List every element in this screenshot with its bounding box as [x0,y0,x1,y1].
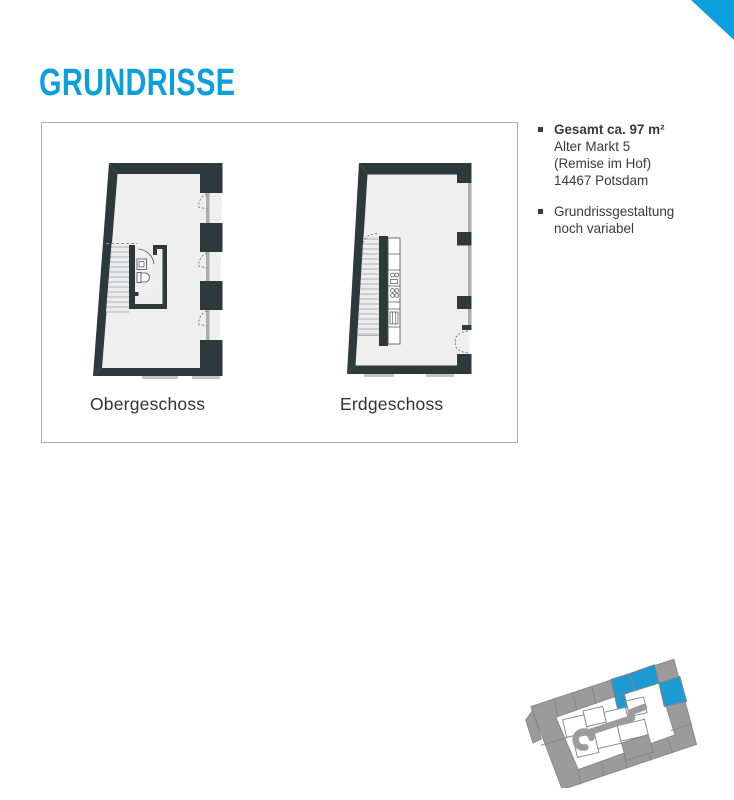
og-bathroom [129,245,167,309]
detail-line: Gesamt ca. 97 m² [554,121,665,137]
plan-label-obergeschoss: Obergeschoss [90,394,206,414]
og-footing [192,376,220,379]
detail-line: Alter Markt 5 [554,138,631,154]
erdgeschoss-plan [347,163,472,377]
location-site-plan [520,648,700,788]
page-title: GRUNDRISSE [39,62,236,104]
og-footing [142,376,178,379]
corner-triangle-decoration [691,0,734,40]
eg-footing [364,374,394,377]
details-list [537,121,722,251]
list-item-note [537,203,722,237]
detail-line: (Remise im Hof) [554,155,652,171]
highlight-unit [629,665,659,691]
eg-kitchen [379,236,400,346]
list-item-address [537,121,722,189]
detail-line: noch variabel [554,220,634,236]
detail-line: Grundrissgestaltung [554,203,675,219]
obergeschoss-plan [93,163,223,379]
plan-label-erdgeschoss: Erdgeschoss [340,394,444,414]
square-bullet-icon [538,209,543,214]
floorplan-panel [41,122,518,443]
eg-footing [426,374,454,377]
toilet-icon [137,273,149,283]
square-bullet-icon [538,127,543,132]
detail-line: 14467 Potsdam [554,172,649,188]
